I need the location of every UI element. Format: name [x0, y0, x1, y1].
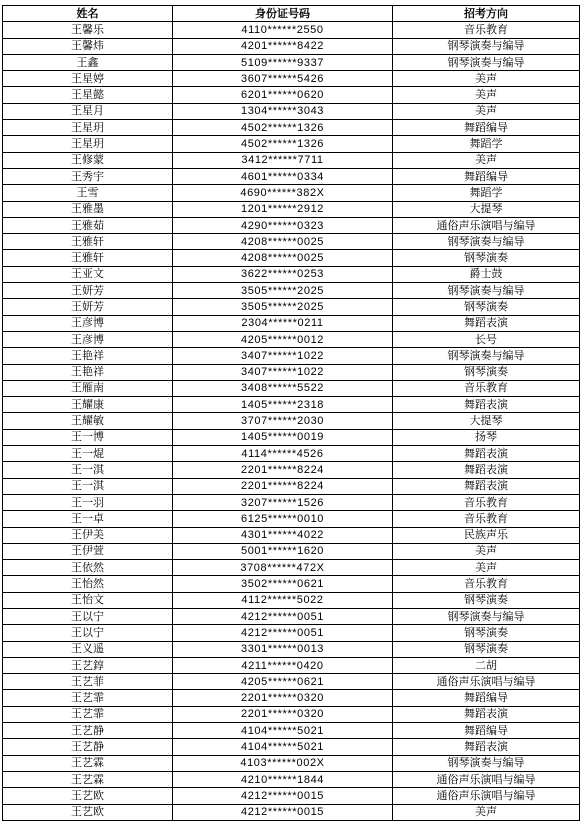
table-row — [3, 592, 580, 608]
cell-id-number: 4690******382X — [173, 185, 393, 201]
cell-name: 王义遥 — [3, 641, 173, 657]
cell-direction: 舞蹈表演 — [393, 462, 580, 478]
cell-name: 王妍芳 — [3, 299, 173, 315]
table-row — [3, 397, 580, 413]
cell-direction: 扬琴 — [393, 429, 580, 445]
cell-id-number: 3301******0013 — [173, 641, 393, 657]
table-row — [3, 201, 580, 217]
cell-name: 王怡然 — [3, 576, 173, 592]
cell-name: 王艺霖 — [3, 755, 173, 771]
cell-id-number: 5109******9337 — [173, 54, 393, 70]
cell-id-number: 4210******1844 — [173, 771, 393, 787]
table-body — [3, 22, 580, 821]
cell-direction: 长号 — [393, 331, 580, 347]
cell-direction: 舞蹈表演 — [393, 706, 580, 722]
table-row — [3, 413, 580, 429]
cell-name: 王馨乐 — [3, 22, 173, 38]
cell-direction: 通俗声乐演唱与编导 — [393, 771, 580, 787]
table-row — [3, 136, 580, 152]
table-row — [3, 657, 580, 673]
cell-name: 王彦博 — [3, 331, 173, 347]
cell-direction: 美声 — [393, 103, 580, 119]
cell-name: 王雪 — [3, 185, 173, 201]
table-row — [3, 71, 580, 87]
cell-name: 王以宁 — [3, 608, 173, 624]
cell-direction: 钢琴演奏 — [393, 364, 580, 380]
cell-id-number: 3408******5522 — [173, 380, 393, 396]
cell-id-number: 1201******2912 — [173, 201, 393, 217]
table-row — [3, 315, 580, 331]
cell-name: 王艺菲 — [3, 674, 173, 690]
table-row — [3, 788, 580, 804]
cell-direction: 钢琴演奏 — [393, 625, 580, 641]
cell-name: 王一卓 — [3, 511, 173, 527]
cell-id-number: 4212******0015 — [173, 788, 393, 804]
cell-id-number: 4201******8422 — [173, 38, 393, 54]
cell-direction: 音乐教育 — [393, 494, 580, 510]
cell-id-number: 3407******1022 — [173, 364, 393, 380]
cell-name: 王怡文 — [3, 592, 173, 608]
cell-direction: 美声 — [393, 87, 580, 103]
cell-id-number: 3707******2030 — [173, 413, 393, 429]
cell-direction: 钢琴演奏与编导 — [393, 283, 580, 299]
cell-id-number: 3207******1526 — [173, 494, 393, 510]
cell-id-number: 1405******2318 — [173, 397, 393, 413]
table-row — [3, 38, 580, 54]
cell-direction: 舞蹈表演 — [393, 315, 580, 331]
cell-id-number: 2304******0211 — [173, 315, 393, 331]
cell-id-number: 1304******3043 — [173, 103, 393, 119]
cell-name: 王秀宇 — [3, 168, 173, 184]
cell-id-number: 4208******0025 — [173, 250, 393, 266]
cell-name: 王耀康 — [3, 397, 173, 413]
cell-direction: 舞蹈表演 — [393, 739, 580, 755]
cell-direction: 舞蹈表演 — [393, 397, 580, 413]
table-row — [3, 755, 580, 771]
cell-id-number: 3622******0253 — [173, 266, 393, 282]
table-row — [3, 543, 580, 559]
table-row — [3, 674, 580, 690]
cell-name: 王艺欧 — [3, 804, 173, 820]
cell-id-number: 6201******0620 — [173, 87, 393, 103]
table-row — [3, 22, 580, 38]
cell-name: 王伊萱 — [3, 543, 173, 559]
cell-direction: 音乐教育 — [393, 511, 580, 527]
cell-direction: 舞蹈编导 — [393, 690, 580, 706]
cell-id-number: 4104******5021 — [173, 723, 393, 739]
cell-direction: 舞蹈学 — [393, 185, 580, 201]
cell-id-number: 2201******8224 — [173, 462, 393, 478]
cell-name: 王艺静 — [3, 723, 173, 739]
table-row — [3, 168, 580, 184]
cell-name: 王艳祥 — [3, 364, 173, 380]
cell-direction: 钢琴演奏与编导 — [393, 54, 580, 70]
cell-direction: 民族声乐 — [393, 527, 580, 543]
cell-id-number: 4205******0621 — [173, 674, 393, 690]
cell-id-number: 4110******2550 — [173, 22, 393, 38]
cell-direction: 爵士鼓 — [393, 266, 580, 282]
table-row — [3, 462, 580, 478]
cell-name: 王星玥 — [3, 120, 173, 136]
cell-direction: 二胡 — [393, 657, 580, 673]
cell-name: 王星玥 — [3, 136, 173, 152]
cell-direction: 钢琴演奏 — [393, 592, 580, 608]
cell-name: 王伊美 — [3, 527, 173, 543]
table-row — [3, 511, 580, 527]
cell-direction: 大提琴 — [393, 413, 580, 429]
cell-name: 王耀敏 — [3, 413, 173, 429]
table-row — [3, 234, 580, 250]
cell-id-number: 4601******0334 — [173, 168, 393, 184]
cell-id-number: 4290******0323 — [173, 217, 393, 233]
cell-name: 王以宁 — [3, 625, 173, 641]
cell-name: 王一淇 — [3, 478, 173, 494]
table-row — [3, 527, 580, 543]
cell-direction: 舞蹈表演 — [393, 478, 580, 494]
table-row — [3, 641, 580, 657]
cell-name: 王一焜 — [3, 446, 173, 462]
cell-id-number: 4205******0012 — [173, 331, 393, 347]
cell-id-number: 2201******0320 — [173, 706, 393, 722]
cell-name: 王雅轩 — [3, 250, 173, 266]
table-row — [3, 348, 580, 364]
cell-name: 王艺霖 — [3, 771, 173, 787]
cell-direction: 美声 — [393, 71, 580, 87]
table-row — [3, 364, 580, 380]
cell-direction: 钢琴演奏与编导 — [393, 234, 580, 250]
cell-name: 王雁南 — [3, 380, 173, 396]
cell-id-number: 3505******2025 — [173, 299, 393, 315]
cell-name: 王艺静 — [3, 739, 173, 755]
cell-id-number: 4212******0015 — [173, 804, 393, 820]
cell-id-number: 4502******1326 — [173, 120, 393, 136]
cell-id-number: 2201******0320 — [173, 690, 393, 706]
cell-direction: 美声 — [393, 804, 580, 820]
table-row — [3, 380, 580, 396]
cell-id-number: 6125******0010 — [173, 511, 393, 527]
cell-name: 王艺霏 — [3, 706, 173, 722]
cell-direction: 舞蹈编导 — [393, 120, 580, 136]
table-row — [3, 771, 580, 787]
cell-name: 王艺欧 — [3, 788, 173, 804]
cell-direction: 钢琴演奏 — [393, 250, 580, 266]
cell-name: 王馨炜 — [3, 38, 173, 54]
table-row — [3, 739, 580, 755]
table-row — [3, 299, 580, 315]
cell-name: 王一博 — [3, 429, 173, 445]
cell-name: 王艺錞 — [3, 657, 173, 673]
table-row — [3, 804, 580, 820]
cell-direction: 舞蹈表演 — [393, 446, 580, 462]
cell-id-number: 4301******4022 — [173, 527, 393, 543]
cell-id-number: 3708******472X — [173, 560, 393, 576]
cell-direction: 舞蹈编导 — [393, 168, 580, 184]
cell-id-number: 4212******0051 — [173, 625, 393, 641]
table-row — [3, 266, 580, 282]
cell-name: 王依然 — [3, 560, 173, 576]
table-row — [3, 429, 580, 445]
cell-direction: 通俗声乐演唱与编导 — [393, 674, 580, 690]
cell-direction: 钢琴演奏与编导 — [393, 608, 580, 624]
cell-name: 王星婷 — [3, 71, 173, 87]
candidate-table — [2, 5, 580, 821]
table-row — [3, 706, 580, 722]
cell-name: 王星月 — [3, 103, 173, 119]
cell-id-number: 5001******1620 — [173, 543, 393, 559]
table-row — [3, 494, 580, 510]
cell-direction: 美声 — [393, 152, 580, 168]
cell-direction: 钢琴演奏与编导 — [393, 38, 580, 54]
table-row — [3, 54, 580, 70]
cell-direction: 通俗声乐演唱与编导 — [393, 788, 580, 804]
cell-name: 王雅轩 — [3, 234, 173, 250]
cell-id-number: 4211******0420 — [173, 657, 393, 673]
table-row — [3, 478, 580, 494]
table-row — [3, 560, 580, 576]
cell-id-number: 1405******0019 — [173, 429, 393, 445]
cell-id-number: 3505******2025 — [173, 283, 393, 299]
cell-name: 王彦博 — [3, 315, 173, 331]
table-row — [3, 217, 580, 233]
cell-name: 王鑫 — [3, 54, 173, 70]
cell-name: 王修蒙 — [3, 152, 173, 168]
cell-name: 王一羽 — [3, 494, 173, 510]
cell-id-number: 4104******5021 — [173, 739, 393, 755]
cell-direction: 通俗声乐演唱与编导 — [393, 217, 580, 233]
table-row — [3, 446, 580, 462]
cell-name: 王一淇 — [3, 462, 173, 478]
cell-direction: 钢琴演奏与编导 — [393, 348, 580, 364]
cell-direction: 大提琴 — [393, 201, 580, 217]
table-row — [3, 576, 580, 592]
column-header-id-number: 身份证号码 — [173, 6, 393, 22]
cell-name: 王雅墨 — [3, 201, 173, 217]
cell-id-number: 4112******5022 — [173, 592, 393, 608]
table-row — [3, 185, 580, 201]
cell-direction: 钢琴演奏与编导 — [393, 755, 580, 771]
cell-direction: 钢琴演奏 — [393, 641, 580, 657]
cell-direction: 钢琴演奏 — [393, 299, 580, 315]
cell-id-number: 3412******7711 — [173, 152, 393, 168]
table-row — [3, 120, 580, 136]
cell-name: 王星懿 — [3, 87, 173, 103]
cell-direction: 音乐教育 — [393, 380, 580, 396]
cell-name: 王艺霏 — [3, 690, 173, 706]
cell-id-number: 3502******0621 — [173, 576, 393, 592]
table-row — [3, 723, 580, 739]
cell-id-number: 3407******1022 — [173, 348, 393, 364]
cell-id-number: 3607******5426 — [173, 71, 393, 87]
header-row — [3, 6, 580, 22]
table-row — [3, 608, 580, 624]
cell-direction: 音乐教育 — [393, 22, 580, 38]
cell-direction: 舞蹈编导 — [393, 723, 580, 739]
table-row — [3, 87, 580, 103]
cell-id-number: 4114******4526 — [173, 446, 393, 462]
cell-name: 王雅茹 — [3, 217, 173, 233]
table-header — [3, 6, 580, 22]
cell-id-number: 4212******0051 — [173, 608, 393, 624]
cell-direction: 舞蹈学 — [393, 136, 580, 152]
table-row — [3, 250, 580, 266]
table-row — [3, 690, 580, 706]
cell-name: 王艳祥 — [3, 348, 173, 364]
cell-direction: 美声 — [393, 543, 580, 559]
cell-name: 王亚文 — [3, 266, 173, 282]
cell-direction: 音乐教育 — [393, 576, 580, 592]
cell-id-number: 4208******0025 — [173, 234, 393, 250]
cell-id-number: 4103******002X — [173, 755, 393, 771]
table-row — [3, 625, 580, 641]
cell-direction: 美声 — [393, 560, 580, 576]
table-row — [3, 331, 580, 347]
table-row — [3, 103, 580, 119]
column-header-direction: 招考方向 — [393, 6, 580, 22]
table-row — [3, 283, 580, 299]
table-row — [3, 152, 580, 168]
cell-name: 王妍芳 — [3, 283, 173, 299]
column-header-name: 姓名 — [3, 6, 173, 22]
cell-id-number: 4502******1326 — [173, 136, 393, 152]
cell-id-number: 2201******8224 — [173, 478, 393, 494]
